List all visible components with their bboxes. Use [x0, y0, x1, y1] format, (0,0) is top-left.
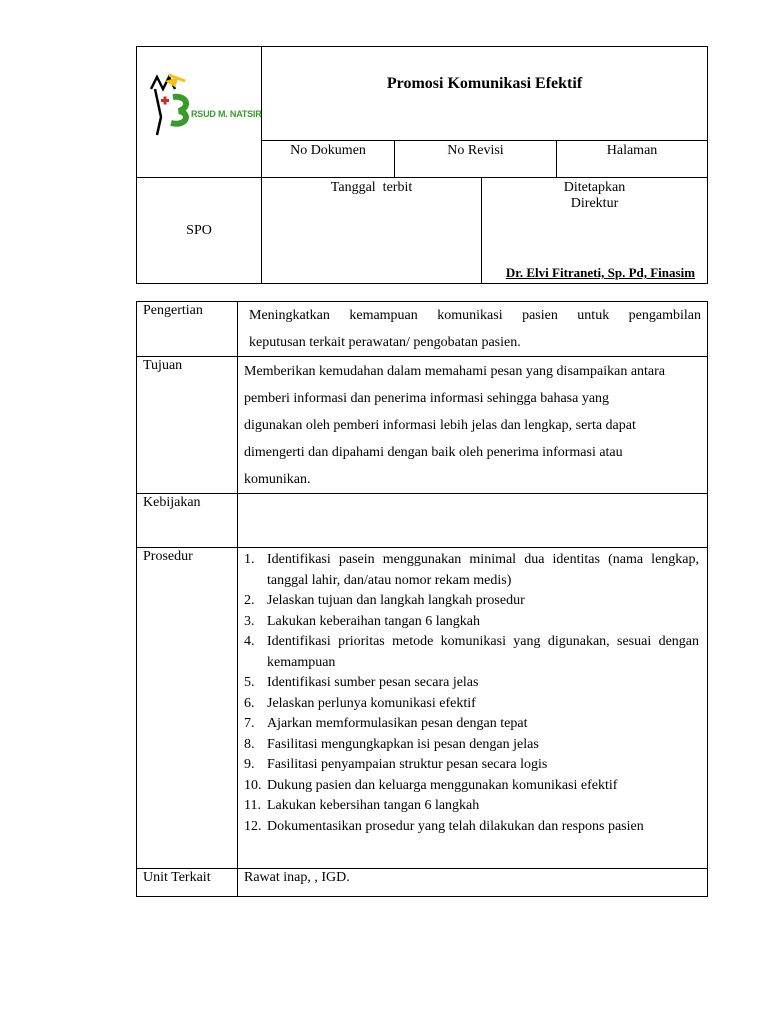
- prosedur-step: [244, 735, 699, 756]
- prosedur-label: Prosedur: [137, 548, 238, 869]
- pengertian-label: Pengertian: [137, 302, 238, 357]
- direktur-label: Direktur: [570, 196, 619, 211]
- prosedur-step: [244, 673, 699, 694]
- step-text: Jelaskan tujuan dan langkah langkah prosedur: [267, 593, 525, 608]
- prosedur-step: [244, 817, 699, 838]
- document-title: Promosi Komunikasi Efektif: [386, 75, 583, 92]
- ditetapkan-cell: [482, 178, 708, 284]
- step-text: Jelaskan perlunya komunikasi efektif: [267, 695, 476, 711]
- row-prosedur: [137, 548, 708, 869]
- step-number: 9.: [244, 757, 255, 772]
- step-text: Identifikasi pasein menggunakan minimal dua identitas (nama lengkap, tanggal lahir, dan/atau nomor rekam medis): [267, 552, 699, 588]
- no-dokumen-cell: [262, 141, 395, 178]
- header-table: [136, 46, 708, 284]
- prosedur-content: [238, 548, 708, 869]
- kebijakan-content: [238, 494, 708, 548]
- logo-cell: [137, 47, 262, 178]
- tujuan-line: Memberikan kemudahan dalam memahami pesan yang disampaikan antara: [244, 364, 666, 379]
- halaman-cell: [557, 141, 708, 178]
- tujuan-line: dimengerti dan dipahami dengan baik oleh penerima informasi atau: [244, 445, 623, 460]
- step-text: Identifikasi prioritas metode komunikasi yang digunakan, sesuai dengan kemampuan: [267, 634, 699, 670]
- no-revisi-label: No Revisi: [447, 143, 504, 158]
- step-text: Fasilitasi penyampaian struktur pesan secara logis: [267, 757, 548, 772]
- prosedur-steps-list: [238, 548, 707, 845]
- prosedur-step: [244, 632, 699, 673]
- prosedur-step: [244, 694, 699, 715]
- prosedur-step: [244, 612, 699, 633]
- spo-cell: [137, 178, 262, 284]
- prosedur-step: [244, 591, 699, 612]
- prosedur-step: [244, 550, 699, 591]
- title-cell: [262, 47, 708, 141]
- pengertian-line: keputusan terkait perawatan/ pengobatan pasien.: [249, 335, 521, 350]
- director-name: Dr. Elvi Fitraneti, Sp. Pd, Finasim: [505, 265, 696, 280]
- step-number: 4.: [244, 634, 255, 649]
- row-pengertian: [137, 302, 708, 357]
- logo-text: RSUD M. NATSIR: [191, 109, 262, 119]
- kebijakan-label: Kebijakan: [137, 494, 238, 548]
- step-number: 2.: [244, 593, 255, 608]
- spo-label: SPO: [186, 222, 212, 238]
- prosedur-step: [244, 714, 699, 735]
- step-text: Lakukan kebersihan tangan 6 langkah: [267, 798, 480, 813]
- step-number: 7.: [244, 716, 255, 731]
- step-text: Lakukan keberaihan tangan 6 langkah: [267, 613, 481, 629]
- unit-terkait-label: Unit Terkait: [137, 869, 238, 897]
- prosedur-step: [244, 776, 699, 797]
- step-number: 10.: [244, 777, 262, 793]
- tujuan-label: Tujuan: [137, 357, 238, 494]
- tujuan-line: digunakan oleh pemberi informasi lebih jelas dan lengkap, serta dapat: [244, 418, 636, 433]
- row-kebijakan: [137, 494, 708, 548]
- tanggal-terbit-cell: [262, 178, 482, 284]
- step-text: Dukung pasien dan keluarga menggunakan komunikasi efektif: [267, 777, 618, 793]
- hospital-logo-icon: [145, 73, 195, 139]
- prosedur-step: [244, 796, 699, 817]
- tujuan-line: komunikan.: [244, 472, 311, 487]
- step-number: 3.: [244, 613, 255, 629]
- step-number: 5.: [244, 675, 255, 690]
- step-text: Dokumentasikan prosedur yang telah dilakukan dan respons pasien: [267, 818, 644, 834]
- no-dokumen-label: No Dokumen: [290, 143, 366, 158]
- row-tujuan: [137, 357, 708, 494]
- tujuan-content: [238, 357, 708, 494]
- pengertian-line: Meningkatkan kemampuan komunikasi pasien untuk pengambilan: [249, 308, 701, 323]
- step-number: 6.: [244, 695, 255, 711]
- prosedur-step: [244, 755, 699, 776]
- pengertian-content: [238, 302, 708, 357]
- step-text: Fasilitasi mengungkapkan isi pesan dengan jelas: [267, 736, 539, 752]
- step-number: 1.: [244, 552, 255, 567]
- unit-terkait-content: Rawat inap, , IGD.: [238, 869, 708, 897]
- step-text: Ajarkan memformulasikan pesan dengan tepat: [267, 716, 528, 731]
- step-text: Identifikasi sumber pesan secara jelas: [267, 675, 479, 690]
- step-number: 12.: [244, 818, 262, 834]
- step-number: 11.: [244, 798, 261, 813]
- spo-content-table: [136, 301, 708, 897]
- halaman-label: Halaman: [606, 143, 658, 158]
- tanggal-terbit-label: Tanggal terbit: [330, 180, 413, 195]
- step-number: 8.: [244, 736, 255, 752]
- tujuan-line: pemberi informasi dan penerima informasi sehingga bahasa yang: [244, 391, 610, 406]
- row-unit-terkait: [137, 869, 708, 897]
- ditetapkan-label: Ditetapkan: [563, 180, 626, 195]
- no-revisi-cell: [395, 141, 557, 178]
